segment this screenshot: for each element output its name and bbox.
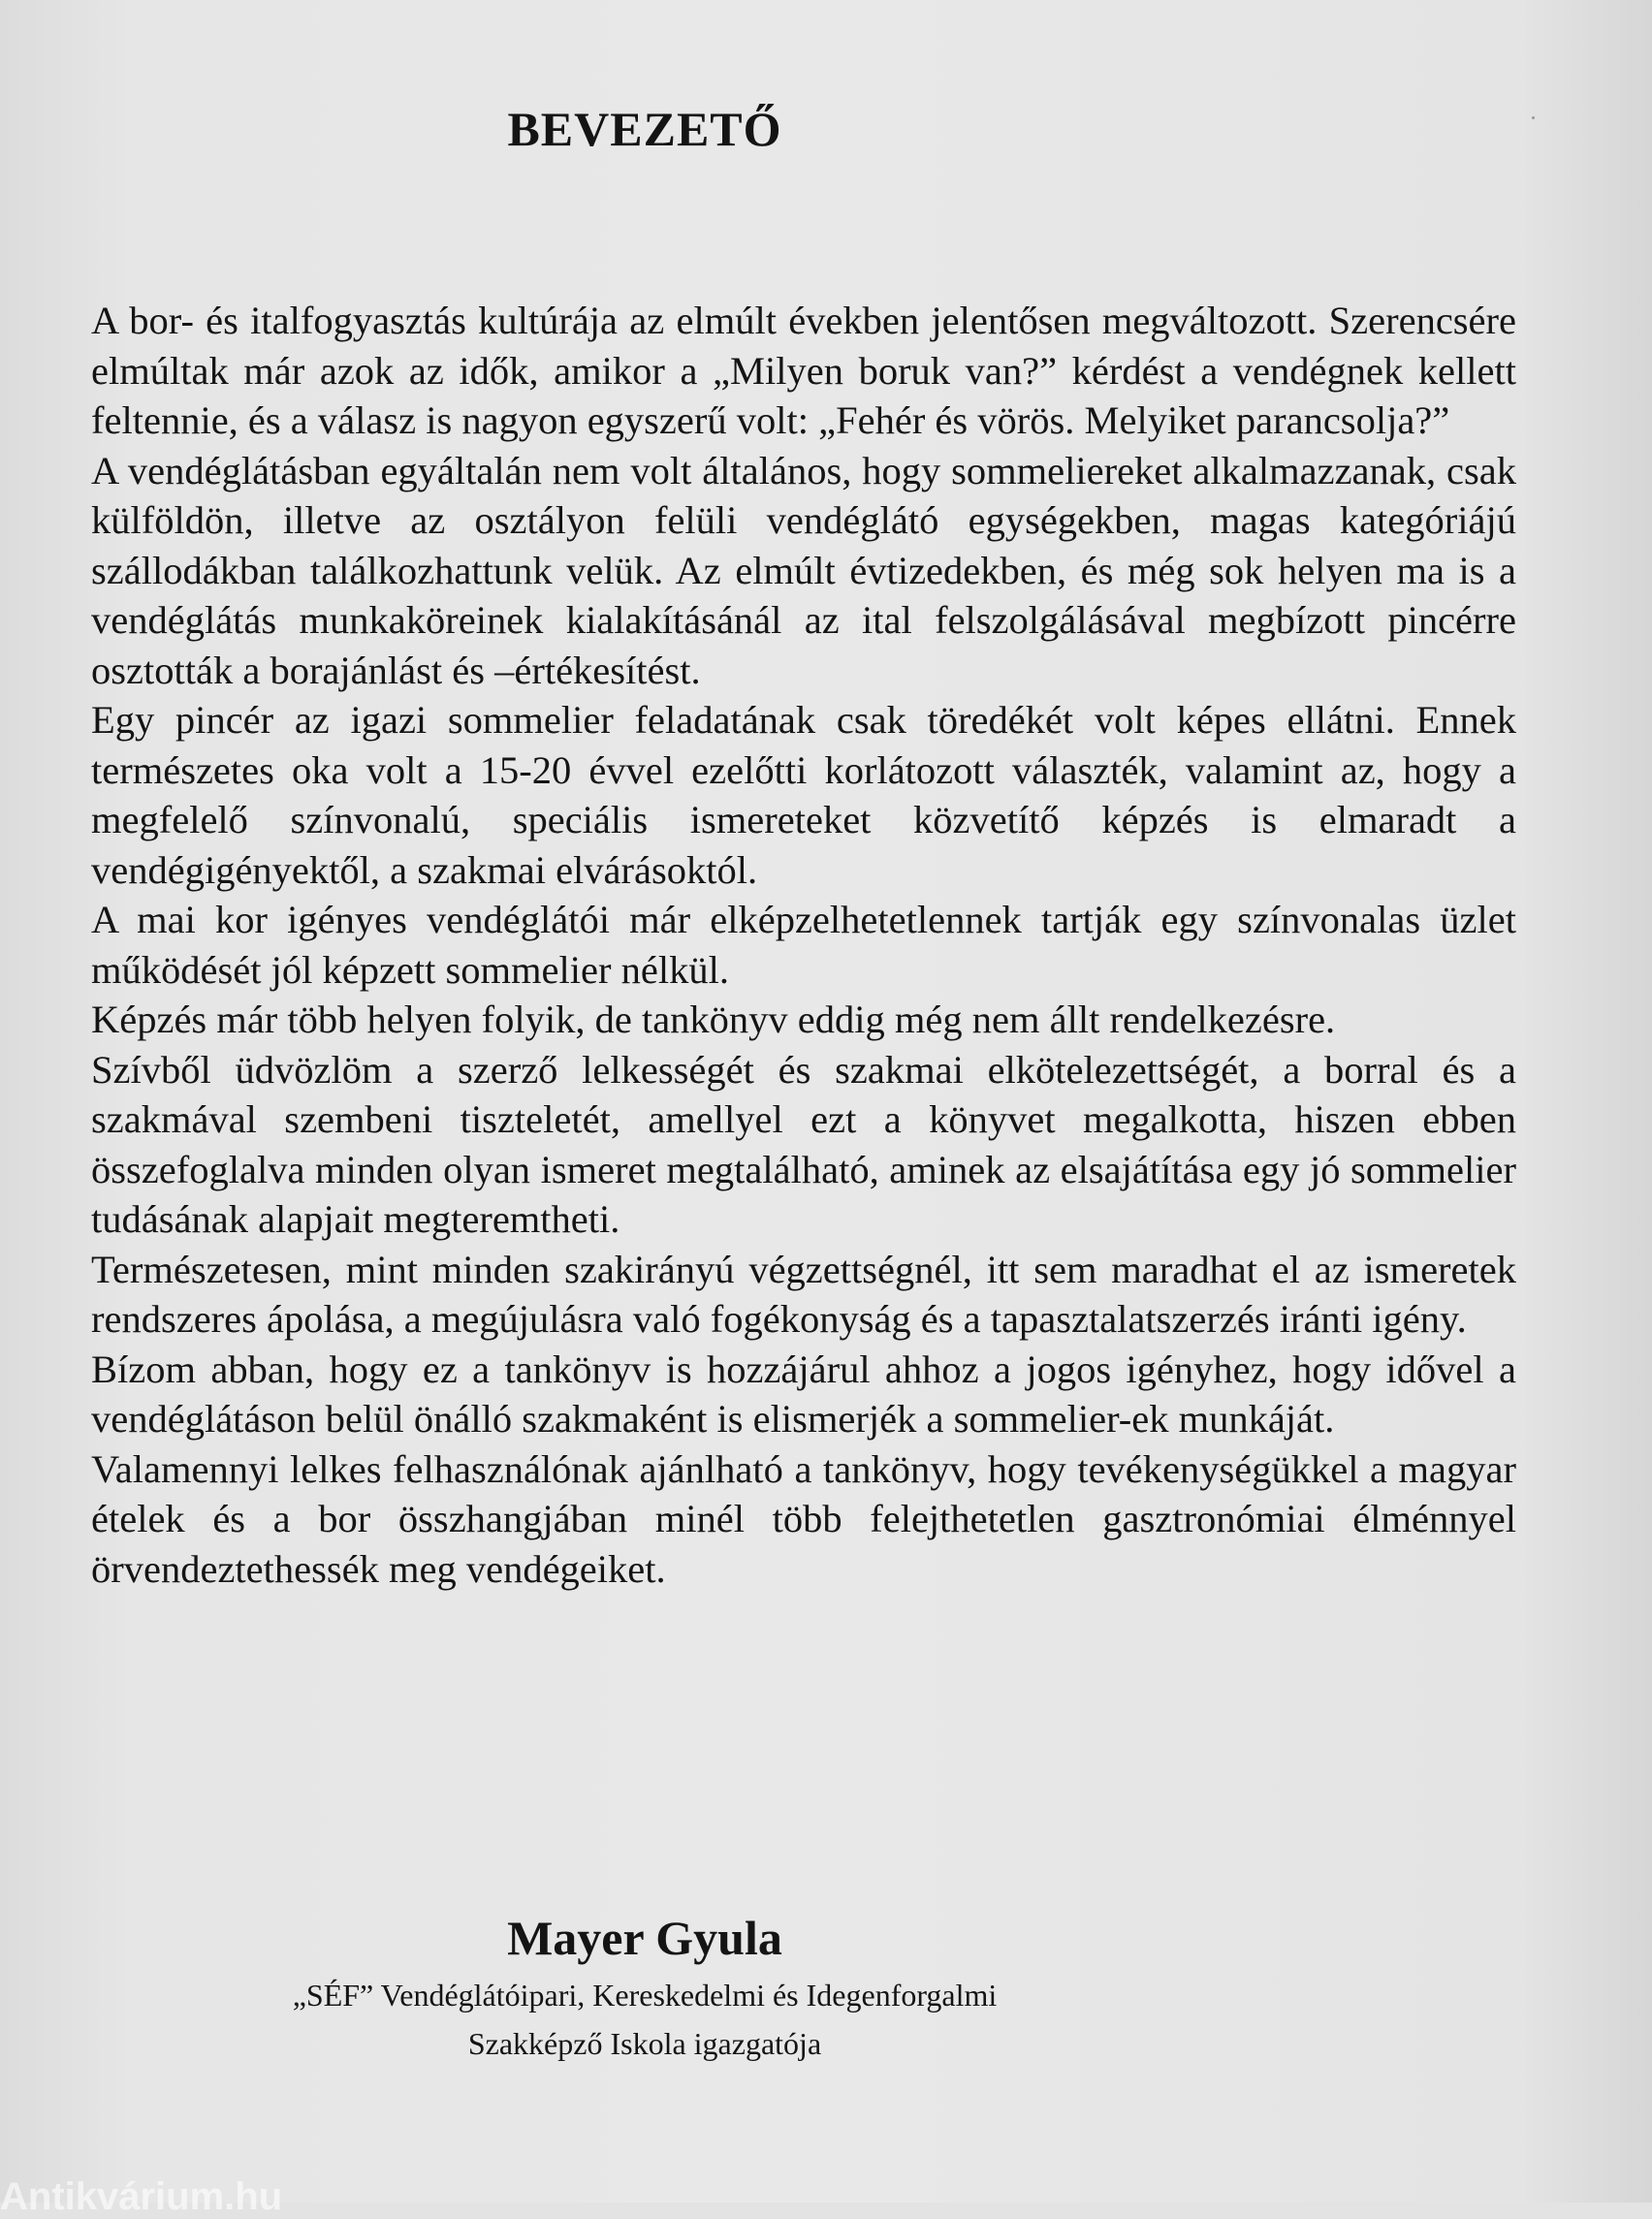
page-title: BEVEZETŐ [507, 102, 782, 156]
paragraph: Egy pincér az igazi sommelier feladatának csak töredékét volt képes ellátni. Ennek természetes oka volt a 15-20 évvel ezelőtti korlátozott választék, valamint az, hogy a megfelelő színvonalú, speciális ismereteket közvetítő képzés is elmaradt a vendégigényektől, a szakmai elvárásoktól. [91, 698, 1516, 892]
watermark: Antikvárium.hu [0, 2175, 283, 2218]
paragraph: Képzés már több helyen folyik, de tankönyv eddig még nem állt rendelkezésre. [91, 998, 1336, 1041]
paragraph: Természetesen, mint minden szakirányú végzettségnél, itt sem maradhat el az ismeretek rendszeres ápolása, a megújulásra való fogékonyság és a tapasztalatszerzés iránti igény. [91, 1247, 1516, 1341]
paragraph: A mai kor igényes vendéglátói már elképzelhetetlennek tartják egy színvonalas üzlet működését jól képzett sommelier nélkül. [91, 898, 1516, 992]
page-speck [1532, 116, 1535, 119]
author-title-line-2: Szakképző Iskola igazgatója [467, 2026, 822, 2061]
paragraph: Szívből üdvözlöm a szerző lelkességét és szakmai elkötelezettségét, a borral és a szakmával szembeni tiszteletét, amellyel ezt a könyvet megalkotta, hiszen ebben összefoglalva minden olyan ismeret megtalálható, aminek az elsajátítása egy jó sommelier tudásának alapjait megteremtheti. [91, 1047, 1516, 1241]
paragraph: Valamennyi lelkes felhasználónak ajánlható a tankönyv, hogy tevékenységükkel a magyar ételek és a bor összhangjában minél több felejthetetlen gasztronómiai élménnyel örvendeztethessék meg vendégeiket. [91, 1446, 1516, 1591]
paragraph: A bor- és italfogyasztás kultúrája az elmúlt években jelentősen megváltozott. Szerencsére elmúltak már azok az idők, amikor a „Milyen boruk van?” kérdést a vendégnek kellett feltennie, és a válasz is nagyon egyszerű volt: „Fehér és vörös. Melyiket parancsolja?” [91, 299, 1516, 442]
author-title-line-1: „SÉF” Vendéglátóipari, Kereskedelmi és Idegenforgalmi [292, 1978, 998, 2013]
introduction-body [91, 296, 1516, 1594]
author-name: Mayer Gyula [507, 1911, 782, 1965]
paragraph: Bízom abban, hogy ez a tankönyv is hozzájárul ahhoz a jogos igényhez, hogy idővel a vendéglátáson belül önálló szakmaként is elismerjék a sommelier-ek munkáját. [91, 1347, 1516, 1441]
paragraph: A vendéglátásban egyáltalán nem volt általános, hogy sommeliereket alkalmazzanak, csak külföldön, illetve az osztályon felüli vendéglátó egységekben, magas kategóriájú szállodákban találkozhattunk velük. Az elmúlt évtizedekben, és még sok helyen ma is a vendéglátás munkaköreinek kialakításánál az ital felszolgálásával megbízott pincérre osztották a borajánlást és –értékesítést. [91, 448, 1516, 692]
